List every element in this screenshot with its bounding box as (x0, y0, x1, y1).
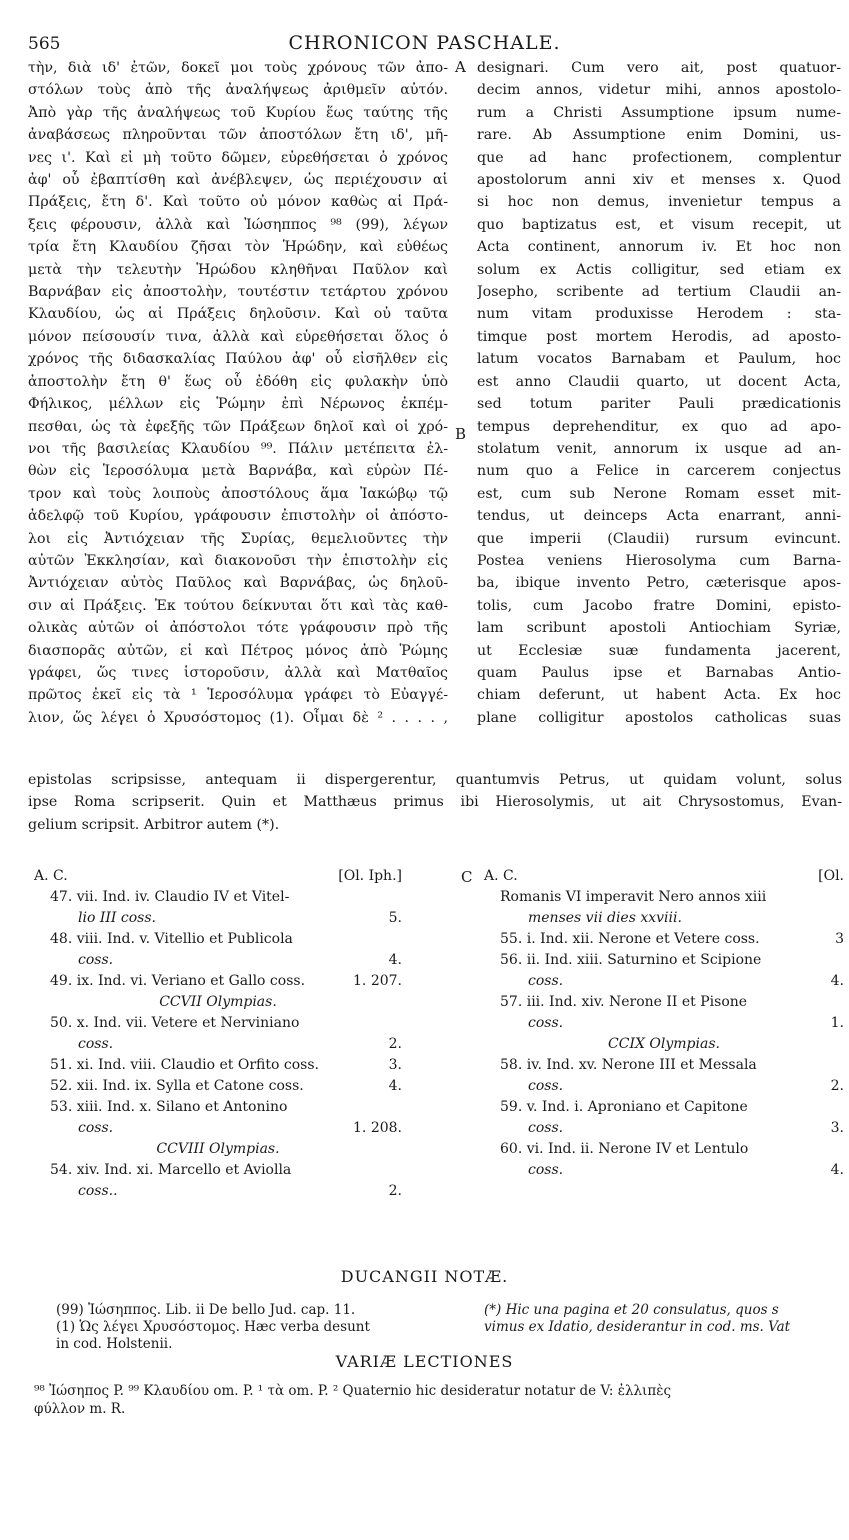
table-row (484, 1139, 844, 1181)
consul-entry-cont: coss. (528, 973, 564, 989)
greek-text-line: λοι εἰς Ἀντιόχειαν τῆς Συρίας, θεμελιοῦντες τὴν (28, 530, 448, 547)
latin-text-line: decim annos, videtur mihi, annos apostolo- (477, 82, 841, 99)
margin-marker-b: B (455, 425, 467, 443)
consul-entry: 54. xiv. Ind. xi. Marcello et Aviolla (50, 1162, 292, 1178)
greek-text-line: πεσθαι, ὡς τὰ ἐφεξῆς τῶν Πράξεων δηλοῖ καὶ οἱ χρό- (28, 418, 448, 435)
table-row (34, 1076, 402, 1097)
latin-column (477, 57, 841, 729)
latin-text-line: latum vocatos Barnabam et Paulum, hoc (477, 351, 841, 368)
variant-line: ⁹⁸ Ἰώσηπος P. ⁹⁹ Κλαυδίου om. P. ¹ τὰ om. P. ² Quaternio hic desideratur notatur de V: ἐλλιπὲς (34, 1383, 672, 1399)
greek-text-line: Ἀπὸ γὰρ τῆς ἀναλήψεως τοῦ Κυρίου ἕως ταύτης τῆς (28, 104, 448, 121)
table-row (484, 929, 844, 950)
notes-heading: DUCANGII NOTÆ. (340, 1267, 509, 1286)
olympiad-year: 3. (388, 1057, 402, 1073)
olympiad-heading: CCIX Olympias. (608, 1036, 720, 1052)
latin-text-line: rare. Ab Assumptione enim Domini, us- (477, 127, 841, 144)
greek-text-line: μετὰ τὴν τελευτὴν Ἡρώδου κληθῆναι Παῦλον καὶ (28, 261, 448, 278)
latin-text-line: tempus deprehenditur, ex quo ad apo- (477, 418, 841, 435)
olympiad-heading: CCVII Olympias. (159, 994, 277, 1010)
latin-text-line: num vitam produxisse Herodem : sta- (477, 306, 841, 323)
latin-text-line: ut Ecclesiæ suæ fundamenta jacerent, (477, 642, 841, 659)
note-line: vimus ex Idatio, desiderantur in cod. ms. Vat (484, 1319, 791, 1335)
latin-text-line: tolis, cum Jacobo fratre Domini, episto- (477, 597, 841, 614)
ducange-notes-left (56, 1302, 456, 1353)
latin-text-line: chiam deferunt, ut habent Acta. Ex hoc (477, 687, 841, 704)
consul-entry: 58. iv. Ind. xv. Nerone III et Messala (500, 1057, 757, 1073)
margin-marker-a: A (455, 58, 466, 76)
greek-text-line: λιον, ὥς λέγει ὁ Χρυσόστομος (1). Οἶμαι δὲ ² . . . . , (28, 709, 448, 726)
greek-text-line: χρόνος τῆς διδασκαλίας Παύλου ἀφ' οὗ εἰσῆλθεν εἰς (28, 351, 448, 368)
olympiad-year: 4. (830, 1162, 844, 1178)
greek-text-line: μόνον πείσουσίν τινα, ἀλλὰ καὶ εὑρεθήσεται ὅλος ὁ (28, 328, 448, 345)
greek-text-line: Ἀντιόχειαν αὐτὸς Παῦλος καὶ Βαρνάβας, ὡς δηλοῦ- (28, 575, 448, 592)
consul-entry-cont: menses vii dies xxviii. (528, 910, 682, 926)
latin-text-line: stolatum venit, annorum ix usque ad an- (477, 440, 841, 457)
greek-text-line: διασπορᾶς αὐτῶν, εἰ καὶ Πέτρος μόνος ἀπὸ Ῥώμης (28, 642, 448, 659)
greek-text-line: σιν αἱ Πράξεις. Ἐκ τούτου δείκνυται ὅτι καὶ τὰς καθ- (28, 597, 448, 614)
greek-text-line: Βαρνάβαν εἰς ἀποστολὴν, τουτέστιν τετάρτου χρόνου (28, 284, 448, 301)
full-text-line: ipse Roma scripserit. Quin et Matthæus primus ibi Hierosolymis, ut ait Chrysostomus, Evan- (28, 794, 842, 811)
latin-text-line: que ad hanc profectionem, complentur (477, 149, 841, 166)
note-line: (*) Hic una pagina et 20 consulatus, quos s (484, 1302, 779, 1318)
table-row (484, 887, 844, 929)
latin-text-line: Postea veniens Hierosolyma cum Barna- (477, 552, 841, 569)
olympiad-year: 2. (388, 1183, 402, 1199)
greek-text-line: Φήλικος, μέλλων εἰς Ῥώμην ἐπὶ Νέρωνος ἐκπέμ- (28, 396, 448, 413)
consul-entry: 49. ix. Ind. vi. Veriano et Gallo coss. (50, 973, 306, 989)
greek-text-line: γράφει, ὥς τινες ἱστοροῦσιν, ἀλλὰ καὶ Ματθαῖος (28, 664, 448, 681)
table-row (34, 1055, 402, 1076)
consul-entry: 55. i. Ind. xii. Nerone et Vetere coss. (500, 931, 760, 947)
latin-text-line: Acta continent, annorum iv. Et hoc non (477, 239, 841, 256)
latin-text-line: sed totum pariter Pauli prædicationis (477, 396, 841, 413)
consul-entry: 60. vi. Ind. ii. Nerone IV et Lentulo (500, 1141, 749, 1157)
olympiad-year: 4. (388, 952, 402, 968)
consul-entry-cont: coss.. (78, 1183, 118, 1199)
table-header (484, 866, 844, 887)
consul-entry-cont: coss. (528, 1162, 564, 1178)
greek-text-line: νες ι'. Καὶ εἰ μὴ τοῦτο δῶμεν, εὑρεθήσεται ὁ χρόνος (28, 149, 448, 166)
olympiad-year: 5. (388, 910, 402, 926)
olympiad-year: 4. (388, 1078, 402, 1094)
variae-heading: VARIÆ LECTIONES (335, 1352, 514, 1371)
margin-marker-c: C (461, 868, 473, 886)
header-ac: A. C. (34, 868, 68, 884)
olympiad-heading: CCVIII Olympias. (156, 1141, 280, 1157)
consul-entry: 56. ii. Ind. xiii. Saturnino et Scipione (500, 952, 762, 968)
consul-entry-cont: coss. (528, 1078, 564, 1094)
consul-entry: 47. vii. Ind. iv. Claudio IV et Vitel- (50, 889, 290, 905)
table-row (484, 950, 844, 992)
consul-entry-cont: lio III coss. (78, 910, 156, 926)
full-text-line: epistolas scripsisse, antequam ii dispergerentur, quantumvis Petrus, ut quidam volunt, solus (28, 772, 842, 788)
greek-text-line: τὴν, διὰ ιδ' ἐτῶν, δοκεῖ μοι τοὺς χρόνους τῶν ἀπο- (28, 60, 448, 76)
note-line: (1) Ὡς λέγει Χρυσόστομος. Hæc verba desunt (56, 1319, 370, 1335)
latin-text-line: est anno Claudii quarto, ut docent Acta, (477, 373, 841, 390)
header-olympiad: [Ol. Iph.] (338, 868, 402, 884)
greek-text-line: ἀφ' οὗ ἐβαπτίσθη καὶ ἀνέβλεψεν, ὡς περιέχουσιν αἱ (28, 172, 448, 189)
full-width-text (28, 769, 842, 836)
latin-text-line: apostolorum anni xiv et menses x. Quod (477, 172, 841, 189)
table-row (34, 929, 402, 971)
variant-line: φύλλον m. R. (34, 1401, 126, 1417)
consul-entry: 59. v. Ind. i. Aproniano et Capitone (500, 1099, 748, 1115)
table-row (34, 1013, 402, 1055)
latin-text-line: quo baptizatus est, et visum recepit, ut (477, 216, 841, 233)
consul-entry: 48. viii. Ind. v. Vitellio et Publicola (50, 931, 293, 947)
table-row (34, 1160, 402, 1202)
latin-text-line: tendus, ut deinceps Acta enarrant, anni- (477, 508, 841, 525)
latin-text-line: est, cum sub Nerone Romam esset mit- (477, 485, 841, 502)
table-row (484, 992, 844, 1034)
greek-text-line: τρία ἔτη Κλαυδίου ζῆσαι τὸν Ἡρώδην, καὶ εὐθέως (28, 239, 448, 256)
note-line: (99) Ἰώσηππος. Lib. ii De bello Jud. cap. 11. (56, 1302, 356, 1318)
olympiad-year: 2. (388, 1036, 402, 1052)
latin-text-line: timque post mortem Herodis, ad aposto- (477, 328, 841, 345)
consul-entry-cont: coss. (528, 1120, 564, 1136)
latin-text-line: lam scribunt apostoli Antiochiam Syriæ, (477, 620, 841, 637)
latin-text-line: solum ex Actis colligitur, sed etiam ex (477, 261, 841, 278)
greek-text-line: ξεις φέρουσιν, ἀλλὰ καὶ Ἰώσηππος ⁹⁸ (99), λέγων (28, 216, 448, 233)
consul-entry-cont: coss. (78, 952, 114, 968)
olympiad-year: 3 (835, 931, 844, 947)
olympiad-year: 3. (830, 1120, 844, 1136)
greek-text-line: ἀποστολὴν ἔτη θ' ἕως οὗ ἐδόθη εἰς φυλακὴν ὑπὸ (28, 373, 448, 390)
table-row (484, 1055, 844, 1097)
table-row (34, 887, 402, 929)
greek-text-line: αὐτῶν Ἐκκλησίαν, καὶ διακονοῦσι τὴν ἐπιστολὴν εἰς (28, 552, 448, 569)
latin-text-line: que imperii (Claudii) rursum evincunt. (477, 530, 841, 547)
consul-entry: 53. xiii. Ind. x. Silano et Antonino (50, 1099, 288, 1115)
table-row (34, 1097, 402, 1139)
consul-entry: 51. xi. Ind. viii. Claudio et Orfito coss. (50, 1057, 319, 1073)
note-line: in cod. Holstenii. (56, 1336, 173, 1352)
header-ac: A. C. (484, 868, 518, 884)
olympiad-year: 4. (830, 973, 844, 989)
greek-text-line: Κλαυδίου, ὡς αἱ Πράξεις δηλοῦσιν. Καὶ οὐ ταῦτα (28, 306, 448, 323)
full-text-line: gelium scripsit. Arbitror autem (*). (28, 816, 280, 833)
page-number: 565 (28, 34, 61, 54)
greek-text-line: στόλων τοὺς ἀπὸ τῆς ἀναλήψεως ἀριθμεῖν αὐτόν. (28, 82, 448, 99)
olympiad-year: 2. (830, 1078, 844, 1094)
consul-entry: 52. xii. Ind. ix. Sylla et Catone coss. (50, 1078, 304, 1094)
consul-table-right (484, 866, 844, 1181)
consul-entry-cont: coss. (528, 1015, 564, 1031)
latin-text-line: si hoc non demus, invenietur tempus a (477, 194, 841, 211)
greek-text-line: τρον καὶ τοὺς λοιποὺς ἀποστόλους ἅμα Ἰακώβῳ τῷ (28, 485, 448, 502)
table-header (34, 866, 402, 887)
greek-text-line: νοι τῆς βασιλείας Κλαυδίου ⁹⁹. Πάλιν μετέπειτα ἐλ- (28, 440, 448, 457)
greek-text-line: ἀναβάσεως πληροῦνται τῶν ἀποστόλων ἔτη ιδ', μῆ- (28, 127, 448, 144)
latin-text-line: quam Paulus ipse et Barnabas Antio- (477, 664, 841, 681)
greek-text-line: ολικὰς αὐτῶν οἱ ἀπόστολοι τότε γράφουσιν πρὸ τῆς (28, 620, 448, 637)
ducange-notes-right (484, 1302, 844, 1336)
latin-text-line: designari. Cum vero ait, post quatuor- (477, 60, 841, 76)
consul-entry: 57. iii. Ind. xiv. Nerone II et Pisone (500, 994, 748, 1010)
consul-entry: 50. x. Ind. vii. Vetere et Nerviniano (50, 1015, 300, 1031)
greek-column (28, 57, 448, 729)
olympiad-year: 1. 207. (353, 973, 402, 989)
header-olympiad: [Ol. (818, 868, 844, 884)
greek-text-line: ἀδελφῷ τοῦ Κυρίου, γράφουσιν ἐπιστολὴν οἱ ἀπόστο- (28, 508, 448, 525)
consul-entry-cont: coss. (78, 1120, 114, 1136)
latin-text-line: plane colligitur apostolos catholicas suas (477, 709, 841, 726)
consul-entry-cont: coss. (78, 1036, 114, 1052)
greek-text-line: θὼν εἰς Ἱεροσόλυμα μετὰ Βαρνάβα, καὶ εὑρὼν Πέ- (28, 463, 448, 480)
greek-text-line: Πράξεις, ἔτη δ'. Καὶ τοῦτο οὐ μόνον καθὼς αἱ Πρά- (28, 194, 448, 211)
latin-text-line: Josepho, scribente ad tertium Claudii an- (477, 284, 841, 301)
latin-text-line: num quo a Felice in carcerem conjectus (477, 463, 841, 480)
consul-table-left (34, 866, 402, 1202)
latin-text-line: ba, ibique invento Petro, cæterisque apos- (477, 575, 841, 592)
table-row (484, 1097, 844, 1139)
latin-text-line: rum a Christi Assumptione ipsum nume- (477, 104, 841, 121)
page-title: CHRONICON PASCHALE. (288, 32, 561, 54)
variae-lectiones (34, 1382, 844, 1418)
table-row (34, 971, 402, 992)
olympiad-year: 1. (830, 1015, 844, 1031)
consul-entry: Romanis VI imperavit Nero annos xiii (500, 889, 767, 905)
olympiad-year: 1. 208. (353, 1120, 402, 1136)
greek-text-line: πρῶτος ἐκεῖ εἰς τὰ ¹ Ἱεροσόλυμα γράφει τὸ Εὐαγγέ- (28, 687, 448, 704)
